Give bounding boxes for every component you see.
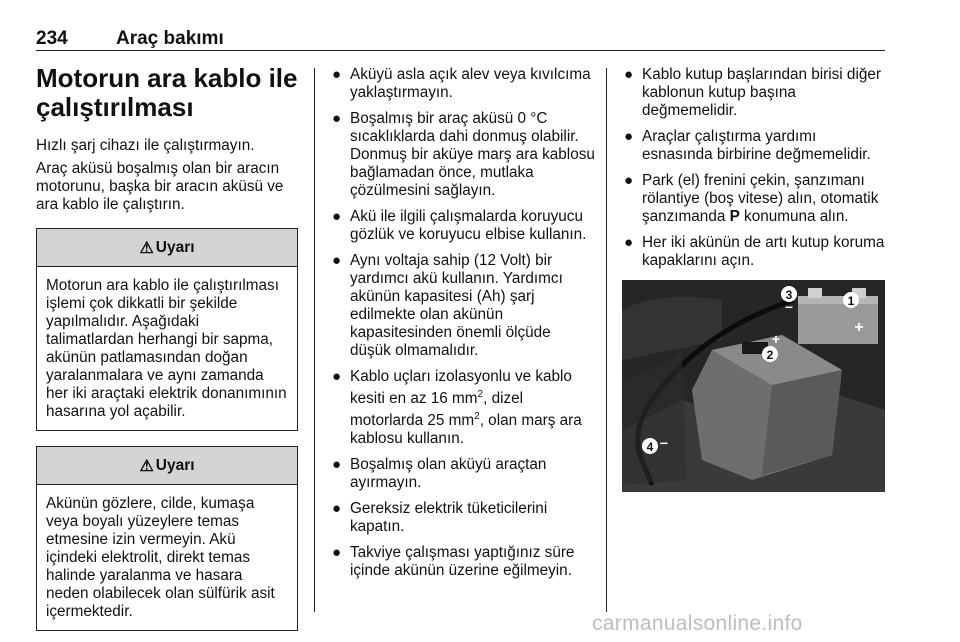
warning-icon: ⚠ [139, 457, 154, 475]
label-4: 4 [646, 440, 654, 454]
bullet-icon: ● [332, 368, 342, 385]
page-header [36, 26, 885, 51]
bullet-icon: ● [332, 500, 342, 518]
column-3 [622, 66, 888, 492]
list-item: ● Akü ile ilgili çalışmalarda koruyucu gözlük ve koruyucu elbise kullanın. [332, 208, 587, 243]
list-item: ● Aküyü asla açık alev veya kıvılcıma yaklaştırmayın. [332, 66, 591, 101]
list-item: ● Takviye çalışması yaptığınız süre içinde akünün üzerine eğilmeyin. [332, 544, 575, 580]
warning-header [37, 229, 297, 267]
plus-sign: + [771, 331, 781, 347]
warning-icon: ⚠ [139, 239, 154, 257]
bullet-icon: ● [624, 66, 634, 83]
bullet-list [622, 66, 888, 270]
column-1 [36, 64, 298, 631]
label-3: 3 [785, 288, 793, 302]
bullet-list [330, 66, 595, 580]
list-item: ● Park (el) frenini çekin, şanzımanı rölantiye (boş vitese) alın, otomatik şanzımanda P konumuna alın. [624, 172, 879, 225]
minus-sign: − [659, 435, 669, 451]
bullet-icon: ● [332, 544, 342, 562]
warning-header [37, 447, 297, 485]
list-item: ● Kablo uçları izolasyonlu ve kablo kesiti en az 16 $mm^2$, dizel motorlarda 25 $mm^2$, olan marş ara kablosu kullanın. [332, 368, 582, 448]
list-item: ● Aynı voltaja sahip (12 Volt) bir yardımcı akü kullanın. Yardımcı akünün kapasitesi (Ah) şarj edilmekte olan akünün kapasitesinden önemli ölçüde düşük olmamalıdır. [332, 252, 563, 359]
warning-box [36, 228, 298, 431]
warning-title: Uyarı [155, 238, 195, 256]
list-item: ● Gereksiz elektrik tüketicilerini kapatın. [332, 500, 548, 536]
bullet-icon: ● [624, 172, 634, 189]
list-item: ● Her iki akünün de artı kutup koruma kapaklarını açın. [624, 234, 885, 269]
warning-text: Motorun ara kablo ile çalıştırılması işlemi çok dikkatli bir şekilde yapılmalıdır. Aşağıdaki talimatlardan herhangi bir sapma, akünün patlamasından doğan yaralanmalara ve aynı zamanda her iki araçtaki elektrik donanımının hasarına yol açabilir. [46, 277, 287, 420]
list-item: ● Araçlar çalıştırma yardımı esnasında birbirine değmemelidir. [624, 128, 871, 163]
bullet-icon: ● [332, 110, 342, 127]
warning-title: Uyarı [155, 456, 195, 474]
warning-box [36, 446, 298, 631]
paragraph: Hızlı şarj cihazı ile çalıştırmayın. [36, 137, 255, 154]
page-number: 234 [36, 28, 68, 49]
list-item: ● Kablo kutup başlarından birisi diğer kablonun kutup başına değmemelidir. [624, 66, 881, 119]
battery-illustration [622, 280, 885, 492]
warning-text: Akünün gözlere, cilde, kumaşa veya boyalı yüzeylere temas etmesine izin vermeyin. Akü içindeki elektrolit, direkt temas halinde yaralanma ve hasara neden olabilecek olan sülfürik asit içermektedir. [46, 495, 275, 620]
page-title: Motorun ara kablo ile çalıştırılması [36, 63, 298, 122]
bullet-icon: ● [332, 456, 342, 474]
bullet-icon: ● [332, 252, 342, 269]
bullet-icon: ● [624, 234, 634, 251]
bullet-icon: ● [332, 208, 342, 225]
label-1: 1 [847, 294, 855, 308]
watermark: carmanualsonline.info [592, 612, 803, 635]
column-2 [330, 66, 595, 588]
column-divider [606, 68, 607, 612]
bullet-icon: ● [332, 66, 342, 83]
label-2: 2 [766, 348, 774, 362]
section-title: Araç bakımı [116, 28, 224, 49]
list-item: ● Boşalmış olan aküyü araçtan ayırmayın. [332, 456, 547, 492]
bullet-icon: ● [624, 128, 634, 145]
list-item: ● Boşalmış bir araç aküsü 0 °C sıcaklıklarda dahi donmuş olabilir. Donmuş bir aküye marş ara kablosu bağlamadan önce, mutlaka çözülmesini sağlayın. [332, 110, 595, 199]
column-divider [314, 68, 315, 612]
plus-sign: + [854, 319, 864, 336]
minus-sign: − [784, 299, 794, 315]
paragraph: Araç aküsü boşalmış olan bir aracın motorunu, başka bir aracın aküsü ve ara kablo ile çalıştırın. [36, 160, 284, 213]
